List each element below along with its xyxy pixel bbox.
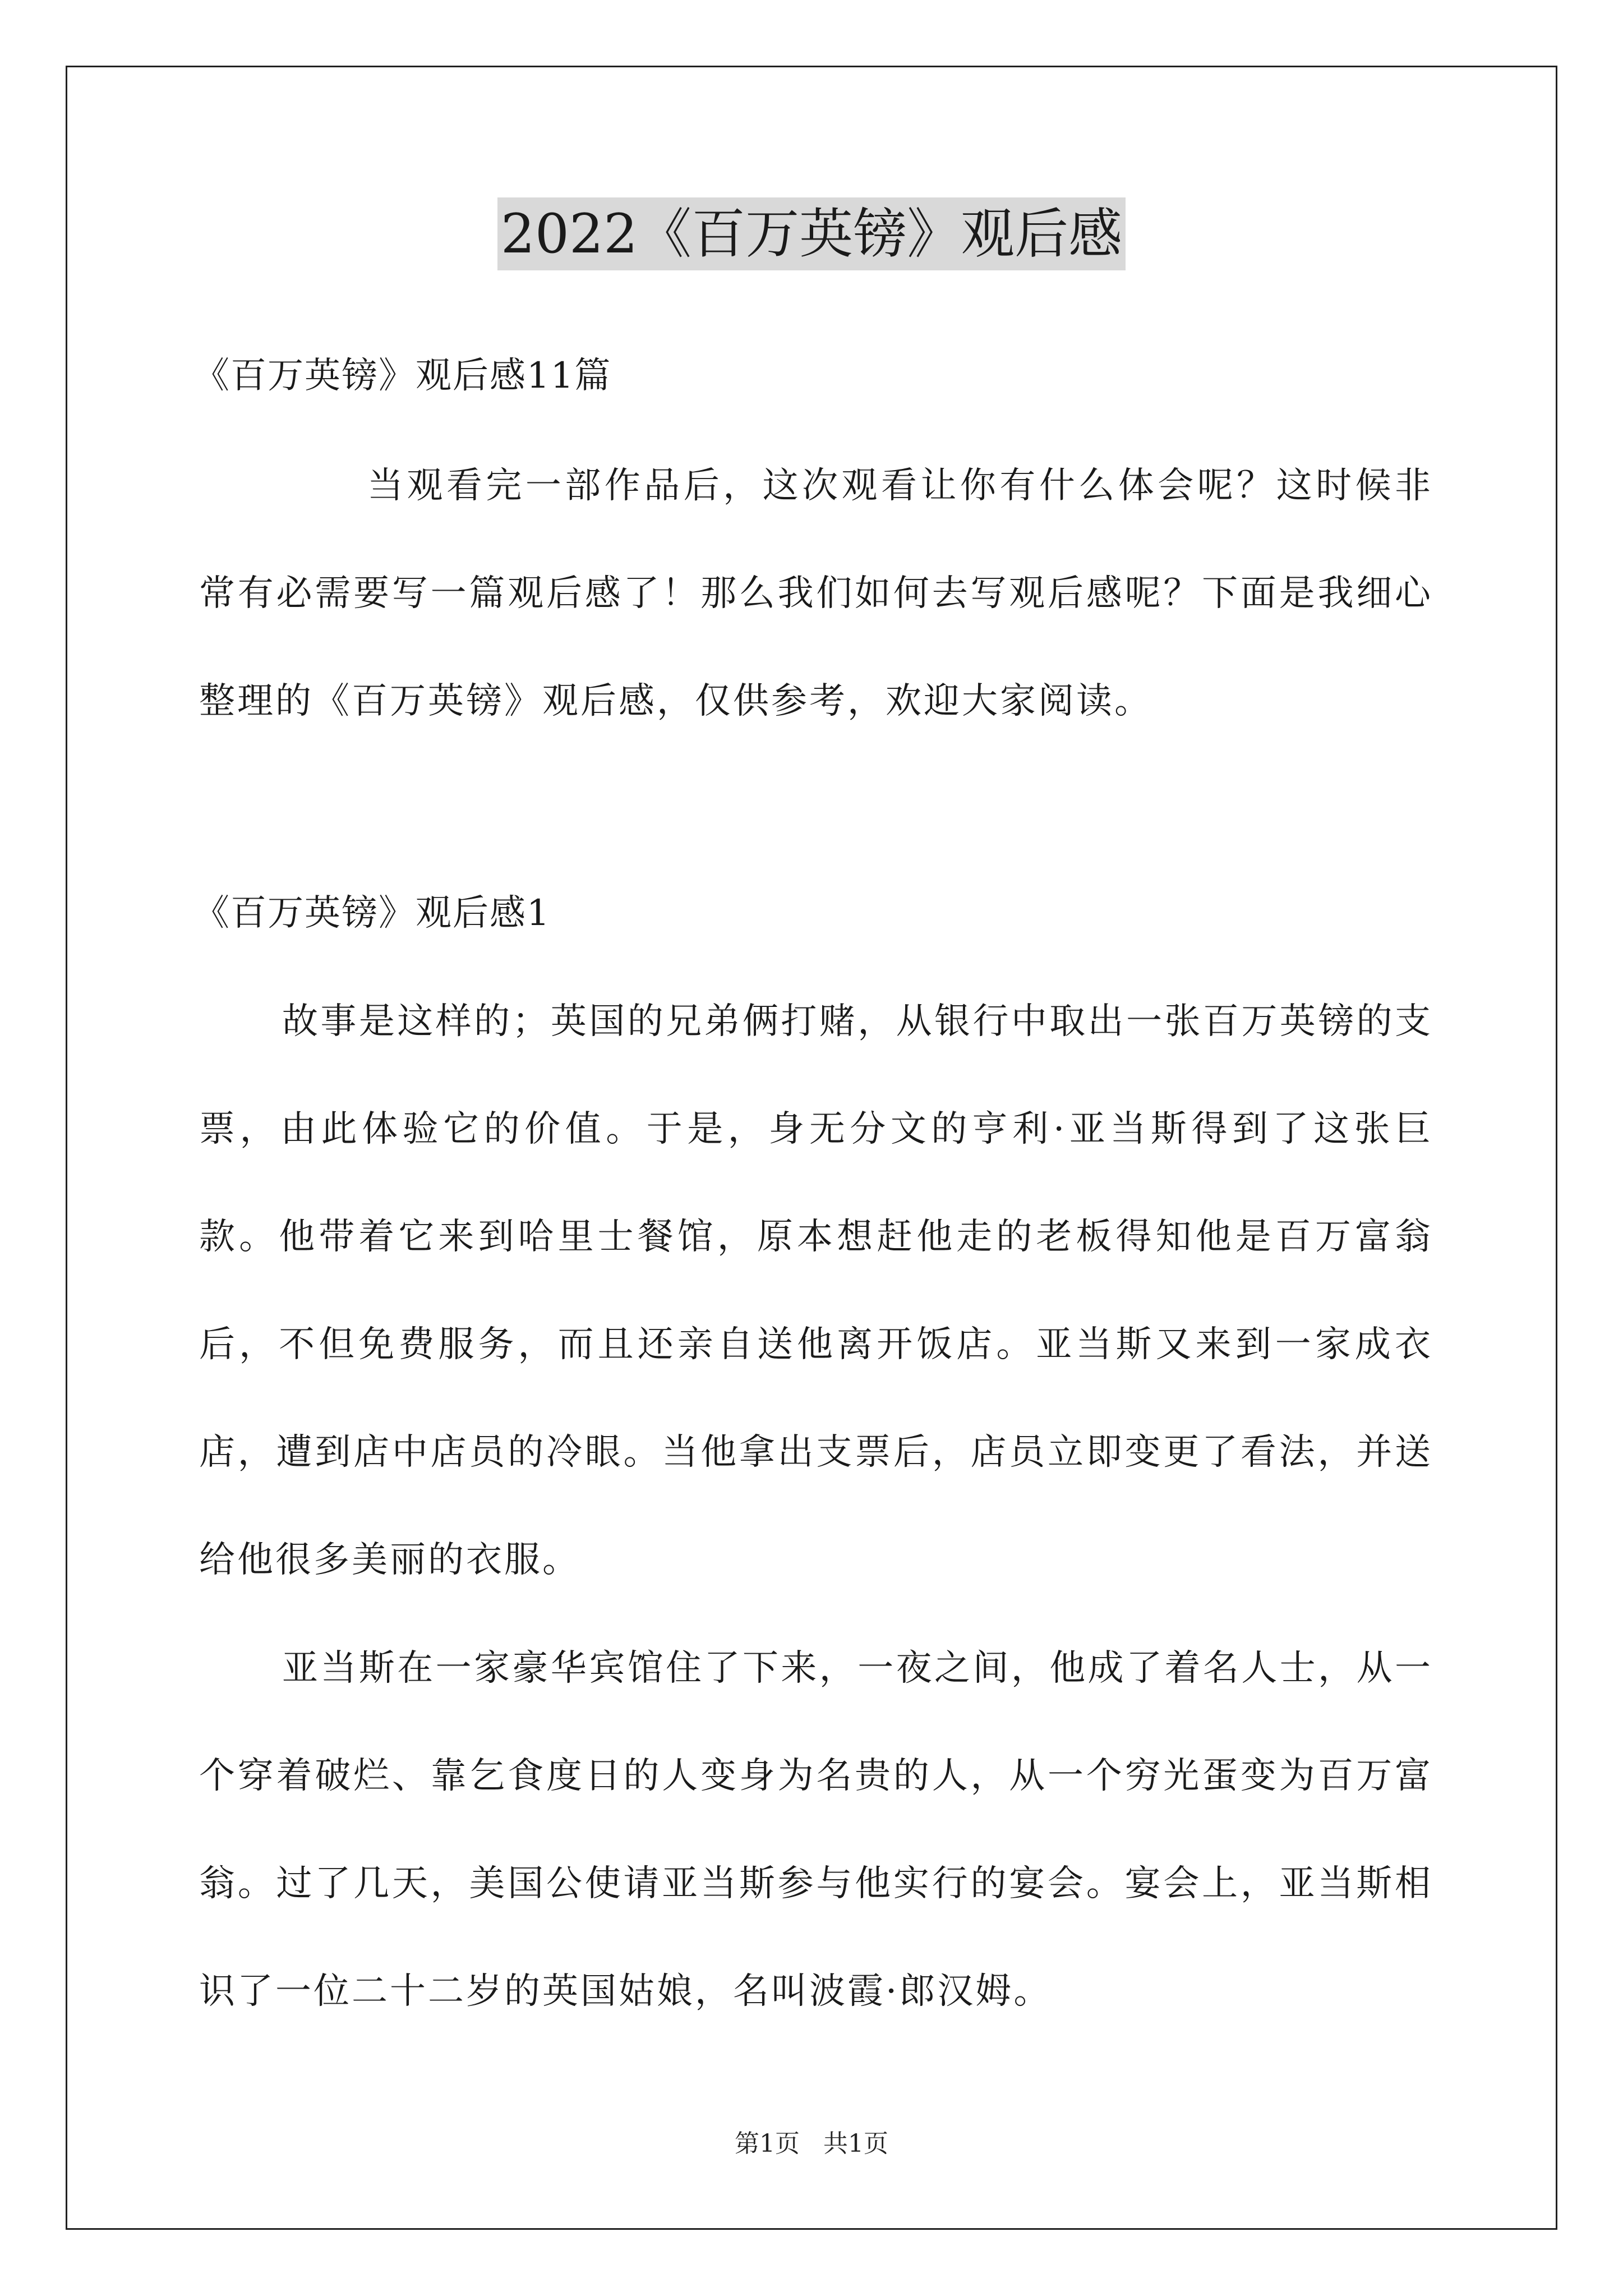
body-paragraph-1: 故事是这样的；英国的兄弟俩打赌，从银行中取出一张百万英镑的支票，由此体验它的价值。于是，身无分文的亨利·亚当斯得到了这张巨款。他带着它来到哈里士餐馆，原本想赶他走的老板得知他是百万富翁后，不但免费服务，而且还亲自送他离开饭店。亚当斯又来到一家成衣店，遭到店中店员的冷眼。当他拿出支票后，店员立即变更了看法，并送给他很多美丽的衣服。: [199, 1001, 1433, 1581]
document-title: [0, 197, 1623, 270]
page-total: 共1页: [823, 2129, 888, 2158]
body-paragraph-2: 亚当斯在一家豪华宾馆住了下来，一夜之间，他成了着名人士，从一个穿着破烂、靠乞食度日的人变身为名贵的人，从一个穷光蛋变为百万富翁。过了几天，美国公使请亚当斯参与他实行的宴会。宴会上，亚当斯相识了一位二十二岁的英国姑娘，名叫波霞·郎汉姆。: [199, 1648, 1433, 2012]
document-subtitle: 《百万英镑》观后感11篇: [193, 355, 612, 397]
document-title-text: 2022《百万英镑》观后感: [497, 197, 1126, 270]
intro-paragraph: 当观看完一部作品后，这次观看让你有什么体会呢？这时候非常有必需要写一篇观后感了！那么我们如何去写观后感呢？下面是我细心整理的《百万英镑》观后感，仅供参考，欢迎大家阅读。: [199, 465, 1433, 722]
page-footer: [0, 2127, 1623, 2161]
page-number: 第1页: [735, 2129, 800, 2158]
section-heading: 《百万英镑》观后感1: [193, 892, 551, 934]
